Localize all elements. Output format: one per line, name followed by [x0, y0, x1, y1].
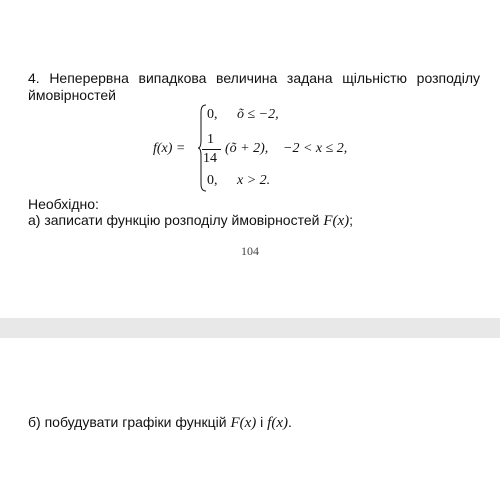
- case2-denominator: 14: [203, 151, 217, 166]
- task-b-conjunction: і: [260, 414, 264, 430]
- case1-value: 0,: [207, 107, 218, 122]
- task-b-text: б) побудувати графіки функцій: [28, 414, 227, 430]
- problem-text: Неперервна випадкова величина задана щільністю розподілу ймовірностей: [28, 70, 481, 103]
- problem-number: 4.: [28, 70, 40, 86]
- required-label: Необхідно:: [28, 196, 99, 212]
- case2-numerator: 1: [207, 132, 214, 147]
- task-b-function-1: F(x): [230, 415, 257, 431]
- task-a: [28, 212, 353, 230]
- task-a-function: F(x): [323, 213, 350, 229]
- page-separator: [0, 318, 500, 338]
- fraction-bar: [202, 149, 221, 150]
- left-brace-icon: [197, 104, 207, 192]
- case3-value: 0,: [207, 173, 218, 188]
- task-a-end: ;: [349, 212, 354, 228]
- case2-value: (õ + 2),: [225, 141, 269, 156]
- density-formula: [0, 0, 500, 200]
- case1-condition: õ ≤ −2,: [237, 107, 279, 122]
- case3-condition: x > 2.: [237, 173, 271, 188]
- case2-condition: −2 < x ≤ 2,: [283, 141, 348, 156]
- task-b: [28, 414, 292, 432]
- page-number: 104: [241, 244, 259, 258]
- task-b-function-2: f(x): [267, 415, 288, 431]
- task-a-text: а) записати функцію розподілу ймовірностей: [28, 212, 320, 228]
- task-b-end: .: [287, 414, 292, 430]
- formula-lhs: f(x) =: [153, 141, 186, 156]
